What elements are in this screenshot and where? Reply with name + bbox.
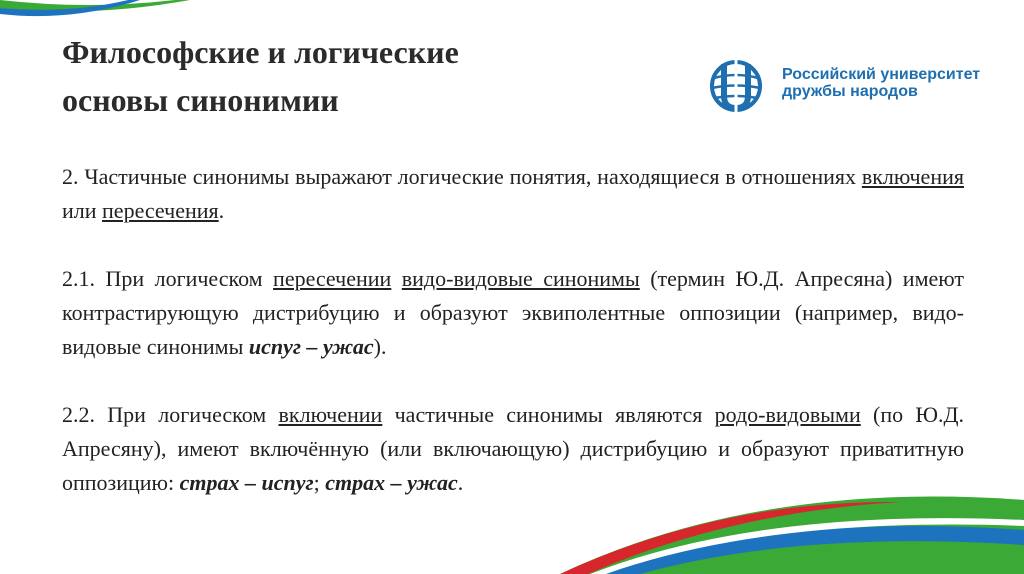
university-logo: [706, 56, 996, 116]
p3-underlined-2: родо-видовыми: [714, 402, 861, 427]
p2-text-2: [391, 266, 401, 291]
p3-bold-italic-1: страх – испуг: [179, 470, 314, 495]
p3-bold-italic-2: страх – ужас: [325, 470, 458, 495]
p3-text-1: 2.2. При логическом: [62, 402, 279, 427]
title-line-2: основы синонимии: [62, 82, 339, 118]
slide-title: [62, 28, 662, 124]
p2-text-3: (термин Ю.Д. Апресяна) имеют контрастирующую дистрибуцию и образуют эквиполентные оппозиции (например, видо-видовые синонимы: [62, 266, 965, 359]
p3-text-3: (по Ю.Д. Апресяну), имеют включённую (или включающую) дистрибуцию и образуют приватитную оппозицию:: [62, 402, 965, 495]
p3-text-5: .: [457, 470, 464, 495]
logo-line-1: Российский университет: [782, 66, 981, 83]
p3-text-2: частичные синонимы являются: [382, 402, 715, 427]
p1-underlined-2: пересечения: [102, 198, 219, 223]
p2-text-4: ).: [373, 334, 387, 359]
paragraph-3: [62, 398, 964, 500]
p2-underlined-2: видо-видовые синонимы: [401, 266, 640, 291]
p1-text-3: .: [218, 198, 225, 223]
p1-underlined-1: включения: [861, 164, 964, 189]
paragraph-2: [62, 262, 964, 364]
university-globe-logo-icon: [706, 56, 770, 116]
p2-text-1: 2.1. При логическом: [62, 266, 274, 291]
title-line-1: Философские и логические: [62, 34, 459, 70]
logo-text: [782, 66, 980, 100]
p3-text-4: ;: [313, 470, 326, 495]
p2-underlined-1: пересечении: [273, 266, 392, 291]
p1-text-1: 2. Частичные синонимы выражают логические понятия, находящиеся в отношениях: [62, 164, 862, 189]
paragraph-1: [62, 160, 964, 228]
logo-line-2: дружбы народов: [782, 83, 918, 100]
p2-bold-italic-1: испуг – ужас: [248, 334, 374, 359]
p1-text-2: или: [62, 198, 103, 223]
p3-underlined-1: включении: [278, 402, 383, 427]
